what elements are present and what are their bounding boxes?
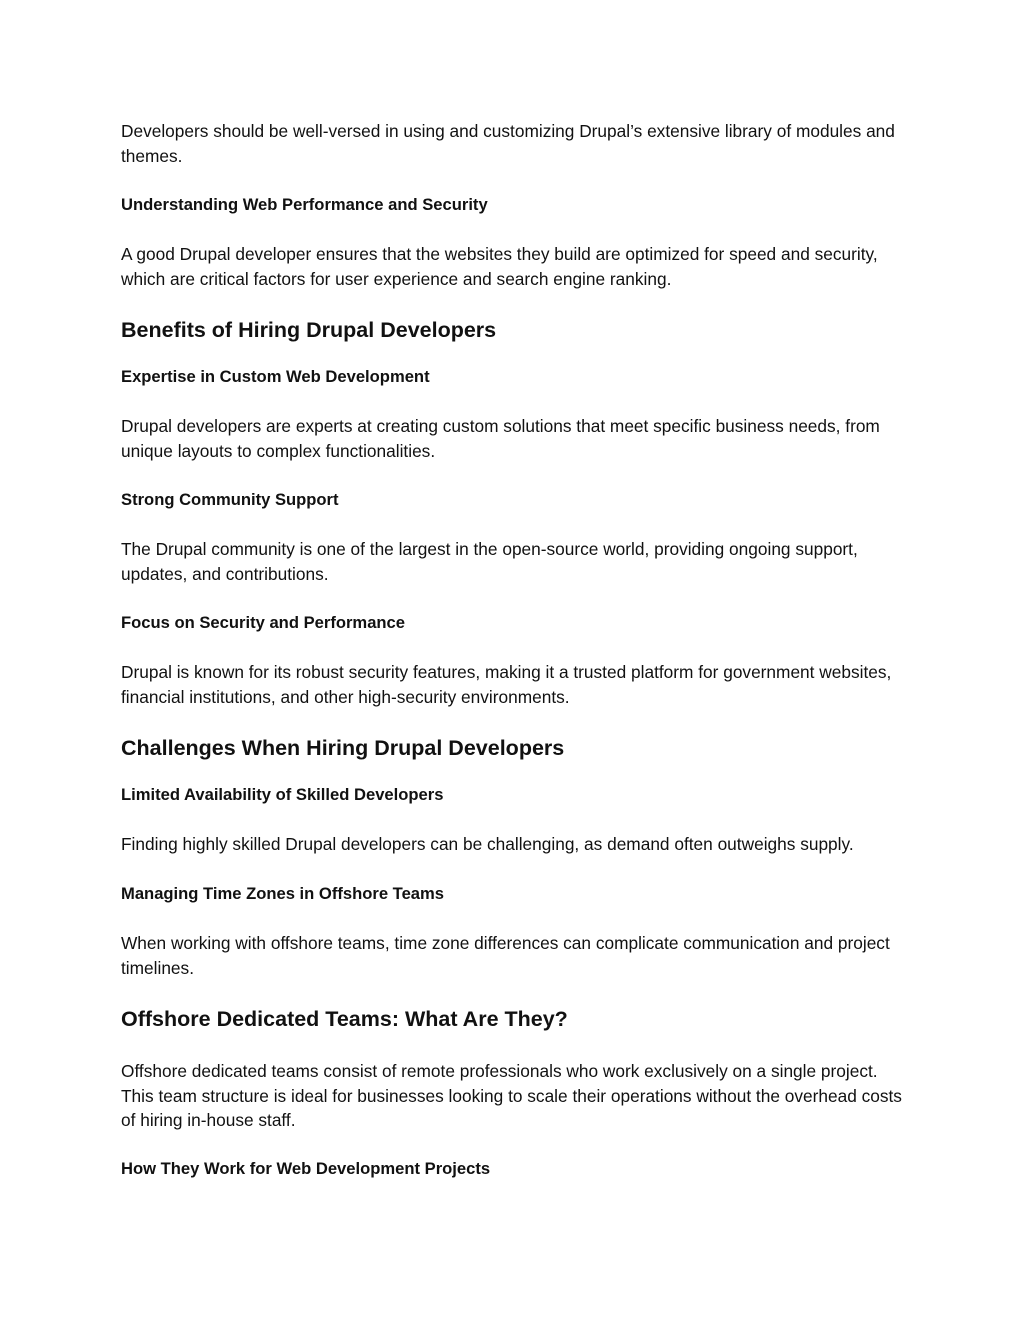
subheading-community: Strong Community Support [121, 490, 339, 509]
heading-challenges: Challenges When Hiring Drupal Developers [121, 736, 565, 760]
paragraph-custom-dev: Drupal developers are experts at creating custom solutions that meet specific business needs, from unique layouts to complex functionalities. [121, 416, 880, 461]
paragraph-performance: A good Drupal developer ensures that the websites they build are optimized for speed and security, which are critical factors for user experience and search engine ranking. [121, 244, 878, 289]
subheading-time-zones: Managing Time Zones in Offshore Teams [121, 884, 445, 903]
paragraph-offshore-teams: Offshore dedicated teams consist of remote professionals who work exclusively on a single project. This team structure is ideal for businesses looking to scale their operations without the overhead costs of hiring in-house staff. [121, 1061, 902, 1130]
heading-offshore-teams: Offshore Dedicated Teams: What Are They? [121, 1007, 568, 1031]
paragraph-time-zones: When working with offshore teams, time zone differences can complicate communication and project timelines. [121, 933, 890, 978]
paragraph-security: Drupal is known for its robust security features, making it a trusted platform for government websites, financial institutions, and other high-security environments. [121, 662, 892, 707]
heading-benefits: Benefits of Hiring Drupal Developers [121, 318, 497, 342]
subheading-availability: Limited Availability of Skilled Developers [121, 785, 444, 804]
subheading-how-they-work: How They Work for Web Development Projects [121, 1159, 491, 1178]
subheading-custom-dev: Expertise in Custom Web Development [121, 367, 430, 386]
subheading-security: Focus on Security and Performance [121, 613, 406, 632]
subheading-web-performance: Understanding Web Performance and Security [121, 195, 488, 214]
paragraph-modules: Developers should be well-versed in using and customizing Drupal’s extensive library of modules and themes. [121, 121, 895, 166]
paragraph-availability: Finding highly skilled Drupal developers can be challenging, as demand often outweighs supply. [121, 834, 854, 854]
paragraph-community: The Drupal community is one of the largest in the open-source world, providing ongoing support, updates, and contributions. [121, 539, 858, 584]
